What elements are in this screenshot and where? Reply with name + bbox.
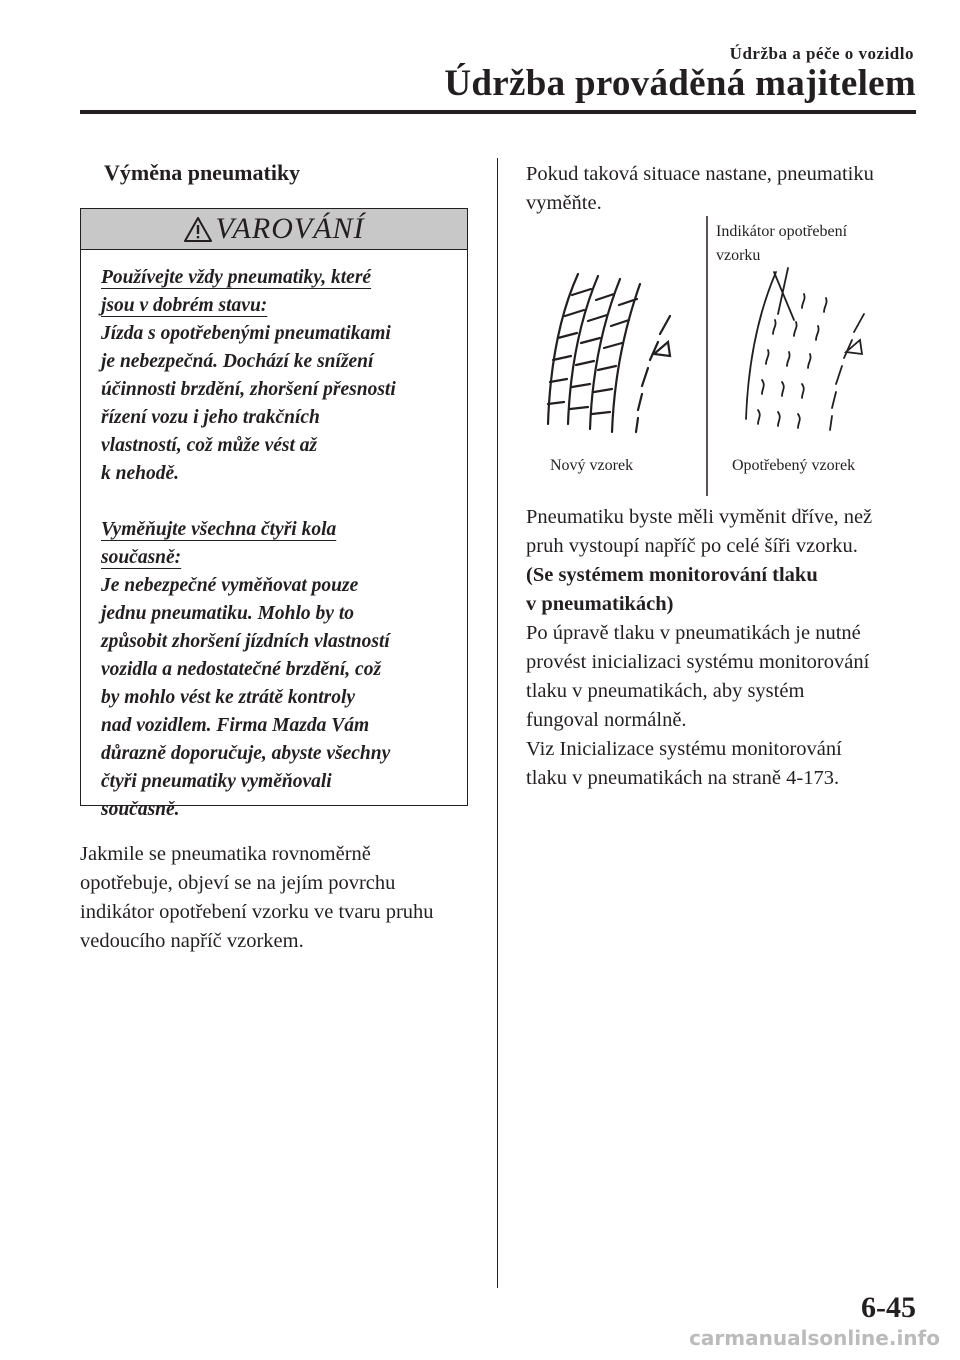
text-line: tlaku v pneumatikách na straně 4-173. bbox=[526, 767, 840, 789]
right-intro bbox=[526, 160, 926, 218]
text-line: vedoucího napříč vzorkem. bbox=[80, 930, 304, 952]
warning-lead-line: současně: bbox=[101, 547, 182, 568]
text-line: Viz Inicializace systému monitorování bbox=[526, 738, 842, 760]
warning-line: důrazně doporučuje, abyste všechny bbox=[101, 743, 391, 764]
warning-line: současně. bbox=[101, 799, 180, 820]
text-line: fungoval normálně. bbox=[526, 709, 687, 731]
warning-line: Je nebezpečné vyměňovat pouze bbox=[101, 575, 359, 596]
warning-line: by mohlo vést ke ztrátě kontroly bbox=[101, 687, 356, 708]
watermark: carmanualsonline.info bbox=[689, 1326, 940, 1350]
worn-tread-label: Opotřebený vzorek bbox=[732, 457, 856, 474]
warning-line: Jízda s opotřebenými pneumatikami bbox=[101, 323, 391, 344]
column-divider bbox=[497, 158, 498, 1288]
tread-wear-diagram bbox=[526, 216, 906, 496]
text-line: indikátor opotřebení vzorku ve tvaru pruhu bbox=[80, 901, 434, 923]
right-body bbox=[526, 503, 926, 793]
indicator-label: Indikátor opotřebení vzorku bbox=[716, 223, 848, 264]
new-tread-label: Nový vzorek bbox=[550, 457, 634, 474]
warning-line: čtyři pneumatiky vyměňovali bbox=[101, 771, 332, 792]
warning-box bbox=[80, 208, 468, 820]
text-line: provést inicializaci systému monitorování bbox=[526, 651, 870, 673]
warning-line: vozidla a nedostatečné brzdění, což bbox=[101, 659, 382, 680]
warning-title: VAROVÁNÍ bbox=[215, 212, 365, 245]
worn-tread-illustration bbox=[738, 264, 878, 444]
bold-line: (Se systémem monitorování tlaku bbox=[526, 564, 818, 586]
text-line: pruh vystoupí napříč po celé šíři vzorku. bbox=[526, 535, 858, 557]
warning-lead-line: Vyměňujte všechna čtyři kola bbox=[101, 519, 337, 540]
page-title: Údržba prováděná majitelem bbox=[444, 63, 916, 104]
section-heading: Výměna pneumatiky bbox=[104, 160, 301, 185]
warning-body bbox=[81, 250, 467, 824]
warning-line: řízení vozu i jeho trakčních bbox=[101, 407, 320, 428]
warning-line: je nebezpečná. Dochází ke snížení bbox=[101, 351, 374, 372]
header-section-label: Údržba a péče o vozidlo bbox=[729, 44, 914, 63]
warning-line: způsobit zhoršení jízdních vlastností bbox=[101, 631, 390, 652]
warning-lead-line: jsou v dobrém stavu: bbox=[101, 295, 268, 316]
warning-line: jednu pneumatiku. Mohlo by to bbox=[101, 603, 355, 624]
bold-line: v pneumatikách) bbox=[526, 593, 674, 615]
warning-triangle-icon bbox=[183, 216, 213, 243]
new-tread-illustration bbox=[540, 264, 680, 444]
left-paragraph bbox=[80, 840, 480, 956]
text-line: Pokud taková situace nastane, pneumatiku bbox=[526, 163, 874, 185]
text-line: Po úpravě tlaku v pneumatikách je nutné bbox=[526, 622, 861, 644]
text-line: tlaku v pneumatikách, aby systém bbox=[526, 680, 805, 702]
header-rule bbox=[80, 110, 916, 114]
warning-line: účinnosti brzdění, zhoršení přesnosti bbox=[101, 379, 396, 400]
warning-lead-line: Používejte vždy pneumatiky, které bbox=[101, 267, 372, 288]
text-line: Jakmile se pneumatika rovnoměrně bbox=[80, 843, 371, 865]
page-number: 6-45 bbox=[861, 1291, 916, 1324]
text-line: opotřebuje, objeví se na jejím povrchu bbox=[80, 872, 396, 894]
warning-line: vlastností, což může vést až bbox=[101, 435, 318, 456]
warning-header bbox=[81, 209, 467, 250]
text-line: vyměňte. bbox=[526, 192, 602, 214]
warning-line: k nehodě. bbox=[101, 463, 179, 484]
warning-line: nad vozidlem. Firma Mazda Vám bbox=[101, 715, 370, 736]
text-line: Pneumatiku byste měli vyměnit dříve, než bbox=[526, 506, 873, 528]
